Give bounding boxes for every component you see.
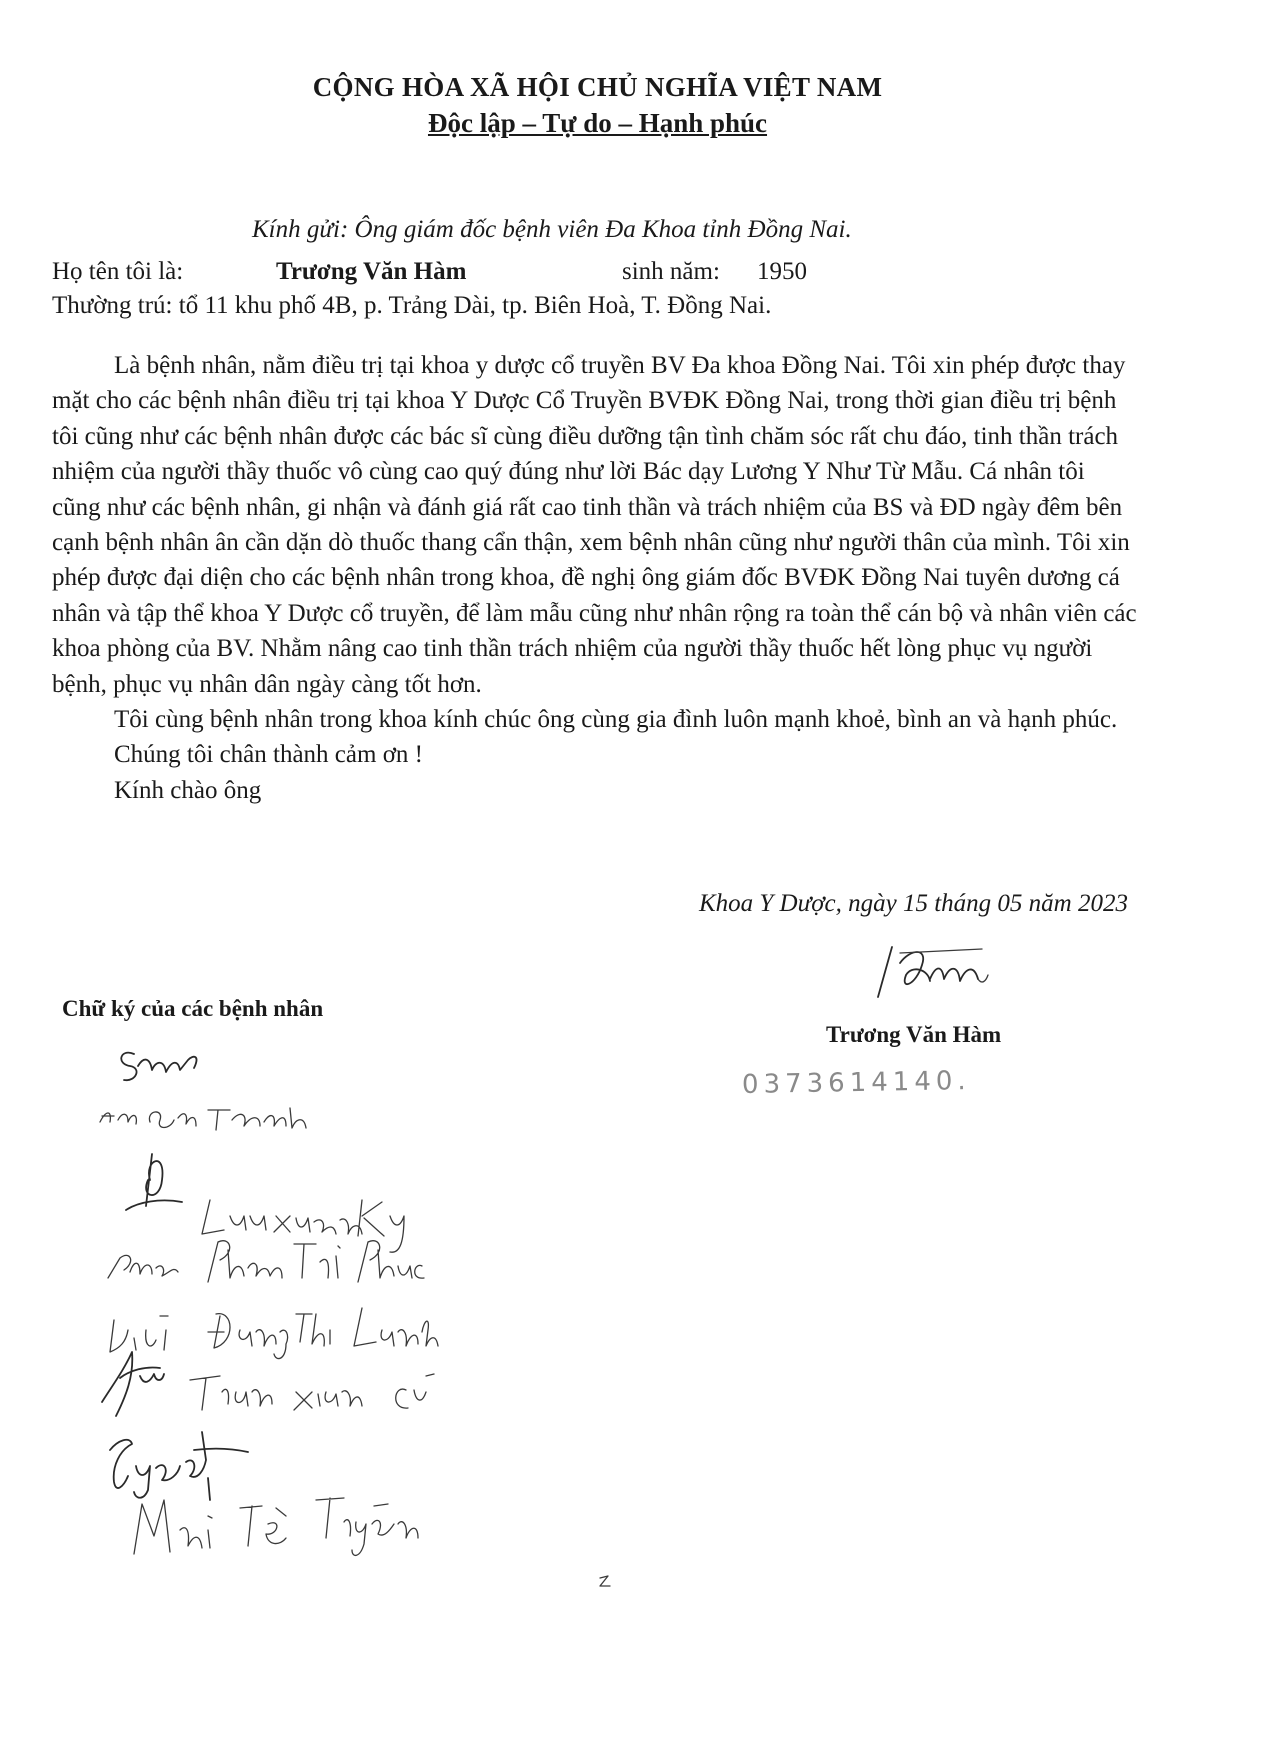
birth-value: 1950 bbox=[757, 258, 807, 285]
signature-dang-thi-lanh bbox=[110, 1308, 438, 1359]
author-phone: 0373614140. bbox=[741, 1066, 971, 1100]
signature-tran-xuan-cu bbox=[190, 1374, 434, 1410]
thanks-line: Chúng tôi chân thành cảm ơn ! bbox=[114, 741, 423, 769]
signature-kieu-sej-tranh bbox=[100, 1108, 306, 1130]
author-name: Trương Văn Hàm bbox=[826, 1022, 1002, 1047]
signatures-caption: Chữ ký của các bệnh nhân bbox=[62, 996, 324, 1021]
national-title: CỘNG HÒA XÃ HỘI CHỦ NGHĨA VIỆT NAM bbox=[312, 72, 883, 102]
signature-scribble-1 bbox=[121, 1053, 196, 1081]
address-line: Thường trú: tổ 11 khu phố 4B, p. Trảng Dài, tp. Biên Hoà, T. Đồng Nai. bbox=[52, 292, 772, 319]
signature-scribble-3 bbox=[102, 1352, 164, 1416]
author-signature bbox=[870, 935, 1010, 1005]
regards-line: Kính chào ông bbox=[114, 776, 262, 804]
dateline: Khoa Y Dược, ngày 15 tháng 05 năm 2023 bbox=[698, 890, 1128, 917]
name-value: Trương Văn Hàm bbox=[276, 258, 467, 285]
stray-mark bbox=[600, 1576, 610, 1586]
body-paragraph-2: Tôi cùng bệnh nhân trong khoa kính chúc ông cùng gia đình luôn mạnh khoẻ, bình an và hạnh phúc. bbox=[114, 706, 1118, 734]
signature-mai-te-truyen bbox=[134, 1498, 418, 1555]
signature-scribble-4 bbox=[110, 1432, 248, 1500]
birth-label: sinh năm: bbox=[622, 258, 720, 285]
body-paragraph-1: Là bệnh nhân, nằm điều trị tại khoa y dược cổ truyền BV Đa khoa Đồng Nai. Tôi xin phép được thay mặt cho các bệnh nhân điều trị tại khoa Y Dược Cổ Truyền BVĐK Đồng Nai, trong thời gian điều trị bệnh tôi cũng như các bệnh nhân được các bác sĩ cùng điều dưỡng tận tình chăm sóc rất chu đáo, tinh thần trách nhiệm của người thầy thuốc vô cùng cao quý đúng như lời Bác dạy Lương Y Như Từ Mẫu. Cá nhân tôi cũng như các bệnh nhân, gi nhận và đánh giá rất cao tinh thần và trách nhiệm của BS và ĐD ngày đêm bên cạnh bệnh nhân ân cần dặn dò thuốc thang cẩn thận, xem bệnh nhân cũng như người thân của mình. Tôi xin phép được đại diện cho các bệnh nhân trong khoa, đề nghị ông giám đốc BVĐK Đồng Nai tuyên dương cá nhân và tập thể khoa Y Dược cổ truyền, để làm mẫu cũng như nhân rộng ra toàn thể cán bộ và nhân viên các khoa phòng của BV. Nhằm nâng cao tinh thần trách nhiệm của người thầy thuốc hết lòng phục vụ người bệnh, phục vụ nhân dân ngày càng tốt hơn. bbox=[52, 352, 1137, 698]
salutation: Kính gửi: Ông giám đốc bệnh viên Đa Khoa tỉnh Đồng Nai. bbox=[252, 216, 852, 243]
signature-scribble-2 bbox=[126, 1154, 182, 1210]
national-motto: Độc lập – Tự do – Hạnh phúc bbox=[427, 108, 768, 138]
name-label: Họ tên tôi là: bbox=[52, 258, 184, 285]
signature-pham-tri-phuc bbox=[108, 1241, 424, 1282]
patient-signatures bbox=[90, 1030, 430, 1660]
letter-body bbox=[52, 348, 1137, 808]
